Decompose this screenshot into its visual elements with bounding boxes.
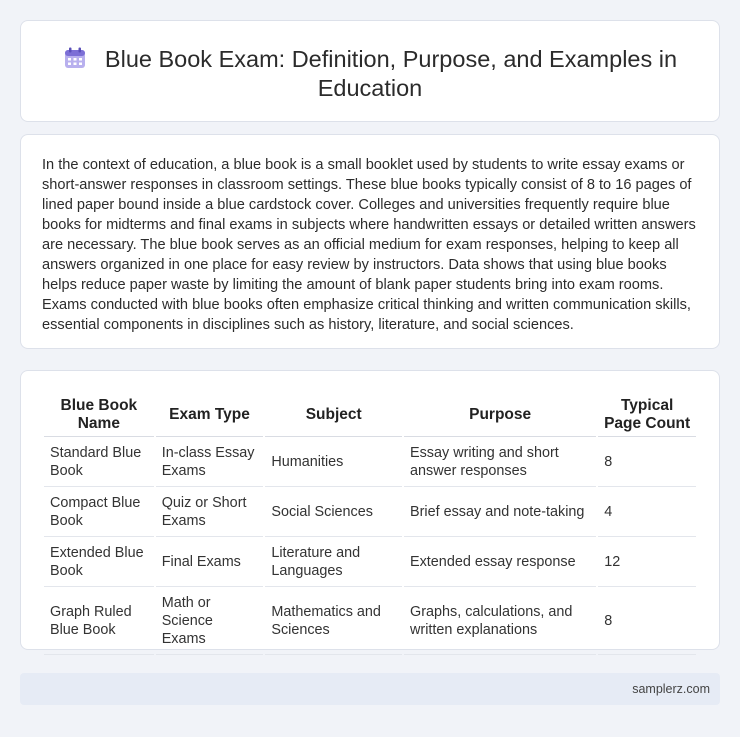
cell-page-count: 8 [598, 439, 696, 487]
cell-name: Standard Blue Book [44, 439, 154, 487]
cell-purpose: Extended essay response [404, 539, 596, 587]
cell-exam-type: Final Exams [156, 539, 264, 587]
intro-card [20, 134, 720, 349]
cell-name: Graph Ruled Blue Book [44, 589, 154, 655]
header-purpose: Purpose [404, 395, 596, 437]
footer-bar [20, 673, 720, 705]
cell-page-count: 12 [598, 539, 696, 587]
header-name: Blue Book Name [44, 395, 154, 437]
header-page-count: Typical Page Count [598, 395, 696, 437]
cell-purpose: Essay writing and short answer responses [404, 439, 596, 487]
table-header-row [44, 395, 696, 437]
table-row [44, 539, 696, 587]
cell-subject: Social Sciences [265, 489, 402, 537]
table-card [20, 370, 720, 650]
title-card [20, 20, 720, 122]
cell-name: Compact Blue Book [44, 489, 154, 537]
table-row [44, 439, 696, 487]
header-subject: Subject [265, 395, 402, 437]
cell-page-count: 4 [598, 489, 696, 537]
cell-subject: Literature and Languages [265, 539, 402, 587]
calendar-icon [63, 46, 87, 70]
footer-site-link[interactable]: samplerz.com [632, 682, 710, 696]
table-row [44, 589, 696, 655]
cell-page-count: 8 [598, 589, 696, 655]
cell-subject: Humanities [265, 439, 402, 487]
page-title-container [21, 45, 719, 103]
page-title: Blue Book Exam: Definition, Purpose, and Examples in Education [104, 46, 678, 101]
table-row [44, 489, 696, 537]
cell-purpose: Brief essay and note-taking [404, 489, 596, 537]
blue-book-table [42, 393, 698, 657]
intro-paragraph: In the context of education, a blue book is a small booklet used by students to write essay exams or short-answer responses in classroom settings. These blue books typically consist of 8 to 16 pages of lined paper bound inside a blue cardstock cover. Colleges and universities frequently require blue books for midterms and final exams in subjects where handwritten essays or detailed written answers are necessary. The blue book serves as an official medium for exam responses, helping to keep all answers organized in one place for easy review by instructors. Data shows that using blue books helps reduce paper waste by limiting the amount of blank paper students bring into exam rooms. Exams conducted with blue books often emphasize critical thinking and written communication skills, essential components in disciplines such as history, literature, and social sciences. [42, 157, 696, 333]
cell-exam-type: In-class Essay Exams [156, 439, 264, 487]
cell-exam-type: Quiz or Short Exams [156, 489, 264, 537]
header-exam-type: Exam Type [156, 395, 264, 437]
cell-exam-type: Math or Science Exams [156, 589, 264, 655]
cell-subject: Mathematics and Sciences [265, 589, 402, 655]
cell-name: Extended Blue Book [44, 539, 154, 587]
cell-purpose: Graphs, calculations, and written explanations [404, 589, 596, 655]
